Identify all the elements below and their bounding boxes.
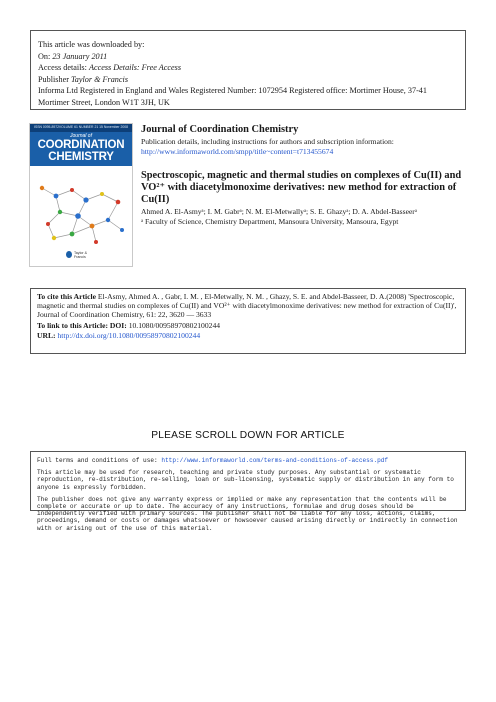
terms-prefix: Full terms and conditions of use: [37,457,162,464]
publication-details: Publication details, including instructions for authors and subscription information: [141,137,394,146]
scroll-down-notice: PLEASE SCROLL DOWN FOR ARTICLE [151,430,345,441]
molecular-structure-illustration [34,178,128,248]
downloaded-by-line: This article was downloaded by: [38,40,145,49]
registration-text: Informa Ltd Registered in England and Wales Registered Number: 1072954 Registered office: Mortimer House, 37-41 Mortimer Street, London W1T 3JH, UK [38,86,427,107]
terms-paragraph-2: This article may be used for research, teaching and private study purposes. Any substantial or systematic reproduction, re-distribution, re-selling, loan or sub-licensing, systematic supply or distribution in any form to anyone is expressly forbidden. [37,469,454,491]
publisher-label: Publisher [38,74,71,84]
journal-url-link[interactable]: http://www.informaworld.com/smpp/title~content=t713455674 [141,146,334,156]
publisher-value: Taylor & Francis [70,74,128,84]
cite-paragraph [37,292,459,320]
journal-cover-image [29,123,133,267]
doi-line [37,321,459,330]
cover-title-line2: CHEMISTRY [48,151,114,163]
cover-header [30,124,132,166]
doi-url-link[interactable]: http://dx.doi.org/10.1080/00958970802100244 [57,330,201,340]
terms-paragraph-3: The publisher does not give any warranty express or implied or make any representation that the contents will be complete or accurate or up to date. The accuracy of any instructions, formulae and drug doses should be independently verified with primary sources. The publisher shall not be liable for any loss, actions, claims, proceedings, demand or costs or damages whatsoever or howsoever caused arising directly or indirectly in connection with or arising out of the use of this material. [37,495,458,532]
article-header [141,124,466,226]
url-line [37,331,459,340]
cover-publisher-name: Taylor & Francis [73,250,87,259]
cite-label: To cite this Article [37,292,96,301]
access-details-value: Access Details: Free Access [88,63,182,73]
article-authors: Ahmed A. El-Asmyᵃ; I. M. Gabrᵃ; N. M. El-Metwallyᵃ; S. E. Ghazyᵃ; D. A. Abdel-Basseerᵃ [141,207,417,217]
cover-title-line1: COORDINATION [37,139,125,151]
journal-name: Journal of Coordination Chemistry [141,124,299,135]
article-title: Spectroscopic, magnetic and thermal studies on complexes of Cu(II) and VO²⁺ with diacetylmonoxime derivatives: new method for extraction of Cu(II) [141,170,462,206]
cover-volume: VOLUME 61 NUMBER 21 15 November 2008 [58,125,128,129]
access-details-label: Access details: [38,63,89,73]
citation-box [30,288,466,354]
url-label: URL: [37,330,56,340]
download-date-label: On: [38,51,53,61]
download-date-value: 23 January 2011 [52,51,108,61]
download-info-box [30,30,466,110]
terms-box [30,451,466,532]
terms-url-link[interactable]: http://www.informaworld.com/terms-and-conditions-of-access.pdf [161,457,389,464]
publisher-logo-icon [66,251,72,258]
cover-journal-prefix: Journal of [70,133,92,139]
cite-text: El-Asmy, Ahmed A. , Gabr, I. M. , El-Metwally, N. M. , Ghazy, S. E. and Abdel-Basseer, D. A.(2008) 'Spectroscopic, magnetic and thermal studies on complexes of Cu(II) and VO²⁺ with diacetylmonoxime derivatives: new method for extraction of Cu(II)', Journal of Coordination Chemistry, 61: 22, 3620 — 3633 [37,292,457,320]
cover-issn: ISSN 0095-8972 [34,125,60,129]
publisher-line [38,74,459,86]
doi-value[interactable]: 10.1080/00958970802100244 [128,320,221,330]
access-details-line [38,62,459,74]
cover-publisher-logo [66,250,96,259]
terms-paragraph-1 [37,457,459,464]
doi-label: To link to this Article: DOI: [37,320,127,330]
download-date-line [38,51,459,63]
author-affiliation: ᵃ Faculty of Science, Chemistry Department, Mansoura University, Mansoura, Egypt [141,216,399,226]
